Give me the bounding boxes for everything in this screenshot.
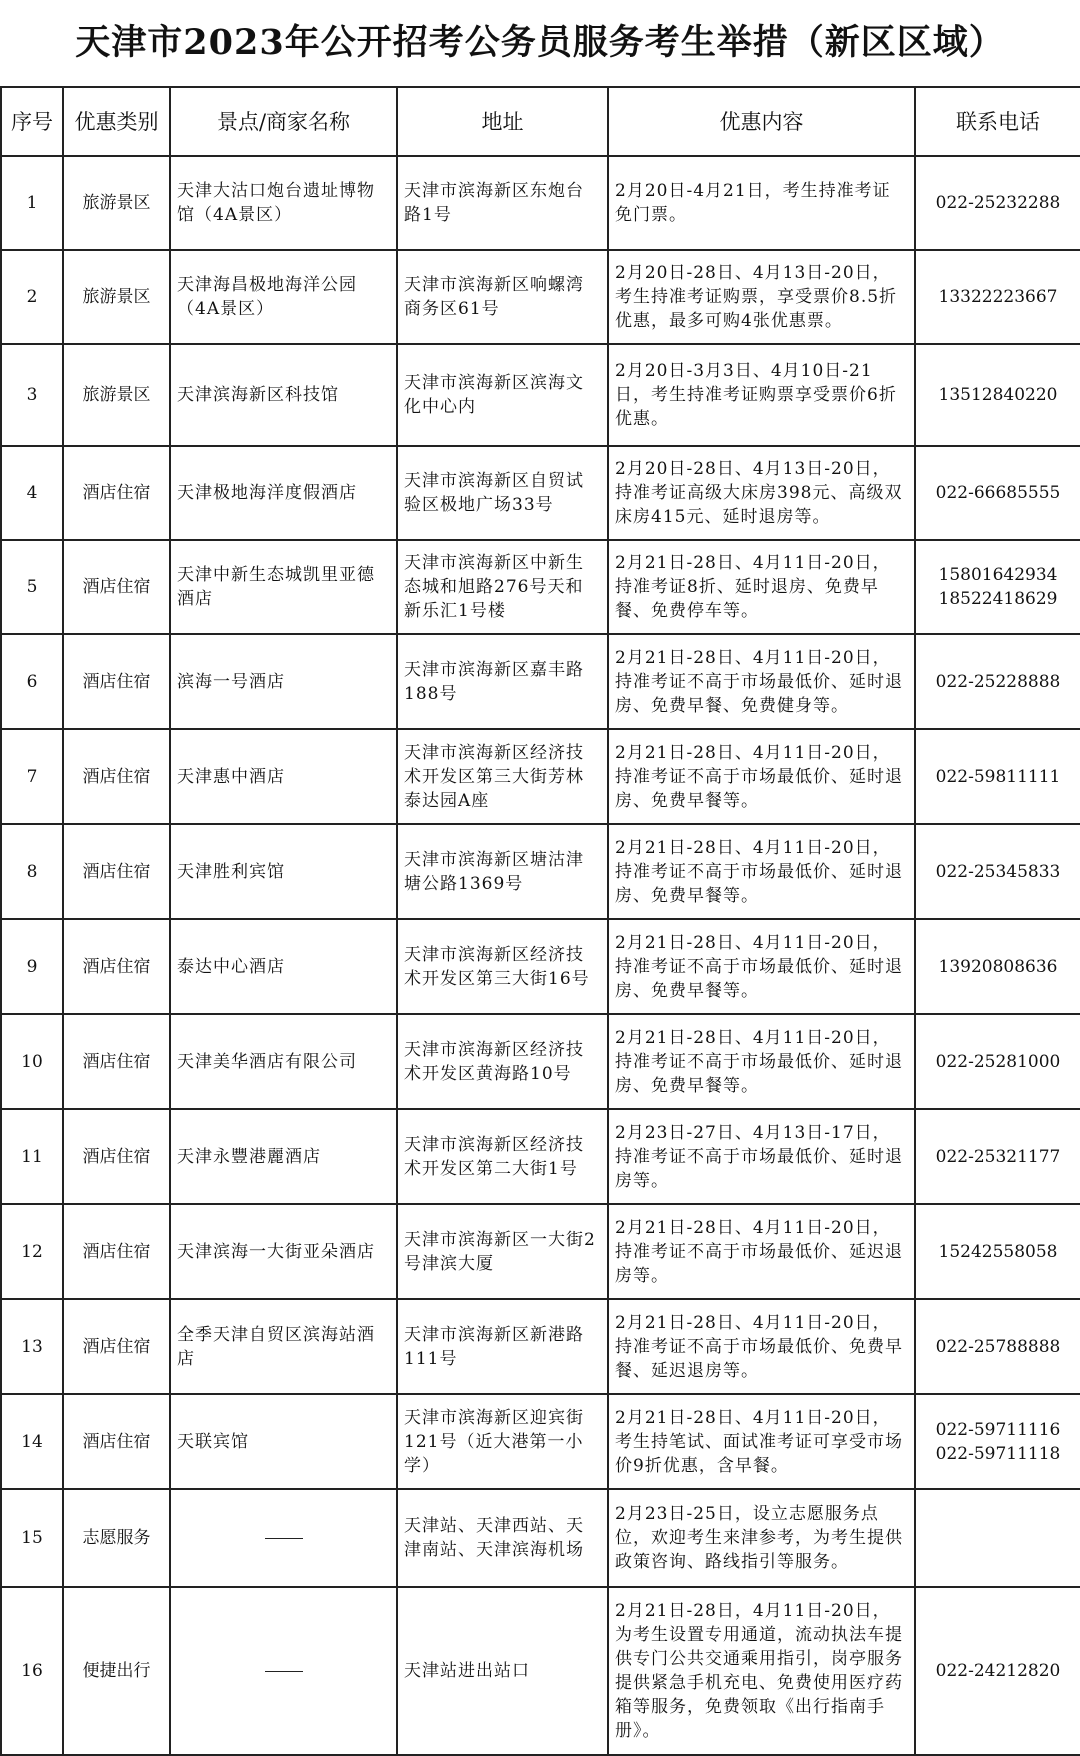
cell-phone [915,344,1080,446]
cell-phone [915,1014,1080,1109]
header-address: 地址 [397,87,608,156]
cell-offer: 2月21日-28日、4月11日-20日，持准考证不高于市场最低价、延时退房、免费早餐等。 [608,1014,915,1109]
table-row [1,1109,1080,1204]
cell-address: 天津市滨海新区新港路111号 [397,1299,608,1394]
cell-phone [915,1299,1080,1394]
header-category: 优惠类别 [63,87,170,156]
cell-offer: 2月21日-28日、4月11日-20日，持准考证不高于市场最低价、延时退房、免费早餐等。 [608,729,915,824]
cell-no: 3 [1,344,63,446]
cell-offer: 2月20日-28日、4月13日-20日，考生持准考证购票，享受票价8.5折优惠，最多可购4张优惠票。 [608,250,915,344]
phone-number: 022-25228888 [935,671,1061,692]
table-header-row [1,87,1080,156]
cell-offer: 2月21日-28日、4月11日-20日，持准考证不高于市场最低价、延迟退房等。 [608,1204,915,1299]
cell-no: 16 [1,1587,63,1755]
cell-no: 14 [1,1394,63,1489]
cell-no: 12 [1,1204,63,1299]
cell-phone [915,1204,1080,1299]
phone-number: 022-25232288 [935,193,1061,213]
table-row [1,1394,1080,1489]
phone-number: 022-24212820 [935,1661,1061,1681]
cell-category: 旅游景区 [63,344,170,446]
cell-phone [915,1489,1080,1587]
dash-mark [265,1671,303,1672]
cell-category: 酒店住宿 [63,1204,170,1299]
table-row [1,1299,1080,1394]
cell-no: 8 [1,824,63,919]
cell-address: 天津市滨海新区经济技术开发区第三大街芳林泰达园A座 [397,729,608,824]
cell-name: 全季天津自贸区滨海站酒店 [170,1299,397,1394]
cell-no: 13 [1,1299,63,1394]
cell-address: 天津市滨海新区东炮台路1号 [397,156,608,250]
cell-address: 天津市滨海新区嘉丰路188号 [397,634,608,729]
cell-name: 天津胜利宾馆 [170,824,397,919]
cell-address: 天津市滨海新区响螺湾商务区61号 [397,250,608,344]
cell-address: 天津市滨海新区中新生态城和旭路276号天和新乐汇1号楼 [397,540,608,634]
cell-category: 酒店住宿 [63,919,170,1014]
cell-category: 旅游景区 [63,156,170,250]
table-row [1,250,1080,344]
cell-offer: 2月21日-28日、4月11日-20日，持准考证不高于市场最低价、延时退房、免费早餐等。 [608,919,915,1014]
cell-no: 9 [1,919,63,1014]
cell-no: 10 [1,1014,63,1109]
table-row [1,344,1080,446]
cell-no: 1 [1,156,63,250]
phone-number: 13920808636 [938,956,1058,977]
dash-mark [265,1538,303,1539]
cell-no: 2 [1,250,63,344]
cell-name: 天津海昌极地海洋公园（4A景区） [170,250,397,344]
cell-category: 便捷出行 [63,1587,170,1755]
cell-address: 天津市滨海新区经济技术开发区第二大街1号 [397,1109,608,1204]
cell-category: 酒店住宿 [63,1014,170,1109]
table-row [1,1014,1080,1109]
header-name: 景点/商家名称 [170,87,397,156]
cell-category: 酒店住宿 [63,634,170,729]
cell-no: 7 [1,729,63,824]
cell-category: 酒店住宿 [63,729,170,824]
cell-offer: 2月20日-3月3日、4月10日-21日，考生持准考证购票享受票价6折优惠。 [608,344,915,446]
cell-name: 天津惠中酒店 [170,729,397,824]
table-body [1,156,1080,1755]
header-no: 序号 [1,87,63,156]
table-row [1,1204,1080,1299]
phone-number: 13322223667 [938,287,1058,307]
cell-offer: 2月21日-28日、4月11日-20日，考生持笔试、面试准考证可享受市场价9折优惠，含早餐。 [608,1394,915,1489]
cell-offer: 2月21日-28日、4月11日-20日，持准考证不高于市场最低价、延时退房、免费早餐等。 [608,824,915,919]
cell-name-empty [170,1489,397,1587]
cell-address: 天津市滨海新区塘沽津塘公路1369号 [397,824,608,919]
phone-number: 022-66685555 [935,483,1061,503]
phone-number: 022-25788888 [935,1336,1061,1357]
cell-phone [915,1394,1080,1489]
header-offer: 优惠内容 [608,87,915,156]
table-row [1,446,1080,540]
phone-number: 022-59711118 [935,1443,1061,1464]
phone-number: 15801642934 [938,565,1058,585]
cell-no: 15 [1,1489,63,1587]
cell-name: 天津中新生态城凯里亚德酒店 [170,540,397,634]
cell-phone [915,446,1080,540]
cell-phone [915,1587,1080,1755]
phone-number: 022-25321177 [935,1146,1061,1167]
cell-category: 酒店住宿 [63,446,170,540]
table-row [1,634,1080,729]
cell-name: 天津滨海一大街亚朵酒店 [170,1204,397,1299]
cell-address: 天津市滨海新区一大街2号津滨大厦 [397,1204,608,1299]
cell-category: 酒店住宿 [63,1109,170,1204]
cell-address: 天津市滨海新区经济技术开发区第三大街16号 [397,919,608,1014]
table-row [1,729,1080,824]
cell-address: 天津市滨海新区迎宾街121号（近大港第一小学） [397,1394,608,1489]
header-phone: 联系电话 [915,87,1080,156]
table-row [1,824,1080,919]
cell-name: 滨海一号酒店 [170,634,397,729]
table-row [1,919,1080,1014]
phone-number: 022-59711116 [935,1419,1061,1440]
cell-offer: 2月23日-27日、4月13日-17日，持准考证不高于市场最低价、延时退房等。 [608,1109,915,1204]
cell-name: 天津大沽口炮台遗址博物馆（4A景区） [170,156,397,250]
table-row [1,540,1080,634]
page-title: 天津市2023年公开招考公务员服务考生举措（新区区域） [75,22,1005,63]
cell-address: 天津站、天津西站、天津南站、天津滨海机场 [397,1489,608,1587]
phone-number: 13512840220 [938,385,1058,405]
phone-number: 022-25345833 [935,861,1061,882]
cell-category: 酒店住宿 [63,1299,170,1394]
cell-category: 志愿服务 [63,1489,170,1587]
cell-no: 4 [1,446,63,540]
cell-offer: 2月21日-28日、4月11日-20日，持准考证不高于市场最低价、延时退房、免费早餐、免费健身等。 [608,634,915,729]
cell-name: 泰达中心酒店 [170,919,397,1014]
cell-offer: 2月21日-28日、4月11日-20日，持准考证不高于市场最低价、免费早餐、延迟退房等。 [608,1299,915,1394]
cell-offer: 2月23日-25日，设立志愿服务点位，欢迎考生来津参考，为考生提供政策咨询、路线指引等服务。 [608,1489,915,1587]
cell-name: 天联宾馆 [170,1394,397,1489]
cell-phone [915,250,1080,344]
cell-name: 天津极地海洋度假酒店 [170,446,397,540]
cell-phone [915,634,1080,729]
cell-phone [915,156,1080,250]
cell-offer: 2月21日-28日、4月11日-20日，持准考证8折、延时退房、免费早餐、免费停车等。 [608,540,915,634]
cell-phone [915,729,1080,824]
phone-number: 022-59811111 [935,766,1061,787]
cell-phone [915,824,1080,919]
table-row [1,156,1080,250]
offers-table [0,86,1080,1756]
cell-address: 天津市滨海新区经济技术开发区黄海路10号 [397,1014,608,1109]
cell-name: 天津美华酒店有限公司 [170,1014,397,1109]
cell-category: 旅游景区 [63,250,170,344]
phone-number: 15242558058 [938,1241,1058,1262]
cell-name: 天津滨海新区科技馆 [170,344,397,446]
cell-no: 6 [1,634,63,729]
cell-offer: 2月21日-28日，4月11日-20日，为考生设置专用通道，流动执法车提供专门公共交通乘用指引，岗亭服务提供紧急手机充电、免费使用医疗药箱等服务，免费领取《出行指南手册》。 [608,1587,915,1755]
cell-phone [915,1109,1080,1204]
cell-address: 天津市滨海新区自贸试验区极地广场33号 [397,446,608,540]
cell-address: 天津站进出站口 [397,1587,608,1755]
cell-category: 酒店住宿 [63,540,170,634]
cell-category: 酒店住宿 [63,1394,170,1489]
cell-no: 11 [1,1109,63,1204]
cell-name: 天津永豐港麗酒店 [170,1109,397,1204]
cell-address: 天津市滨海新区滨海文化中心内 [397,344,608,446]
cell-name-empty [170,1587,397,1755]
phone-number: 18522418629 [938,589,1058,609]
cell-phone [915,919,1080,1014]
table-row [1,1489,1080,1587]
cell-category: 酒店住宿 [63,824,170,919]
phone-number: 022-25281000 [935,1051,1061,1072]
table-row [1,1587,1080,1755]
cell-no: 5 [1,540,63,634]
cell-offer: 2月20日-28日、4月13日-20日，持准考证高级大床房398元、高级双床房415元、延时退房等。 [608,446,915,540]
cell-offer: 2月20日-4月21日，考生持准考证免门票。 [608,156,915,250]
cell-phone [915,540,1080,634]
